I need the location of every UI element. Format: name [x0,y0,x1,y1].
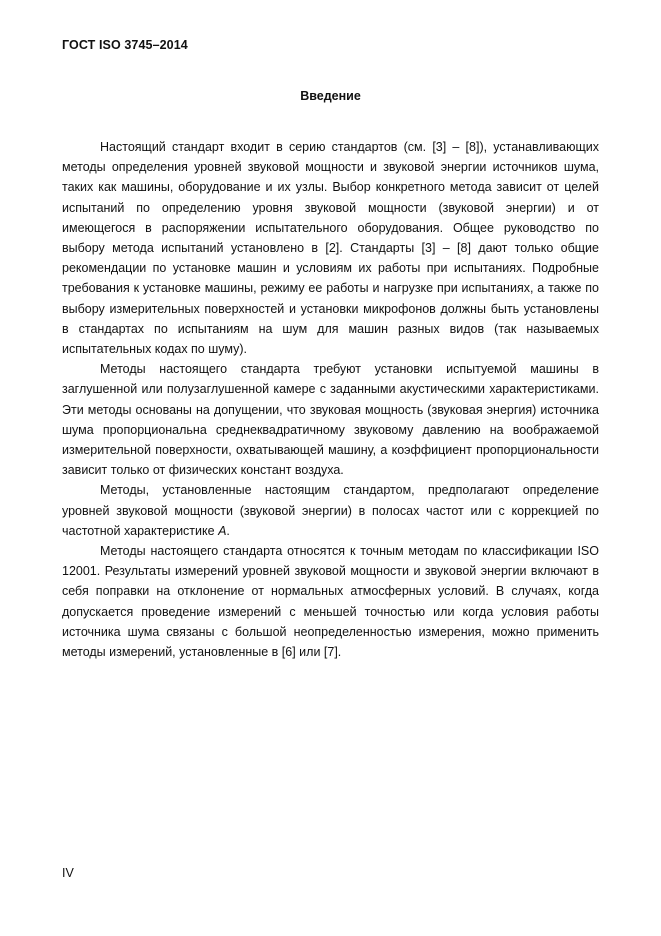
page-number: IV [62,866,74,880]
standard-code-header: ГОСТ ISO 3745–2014 [62,38,188,52]
paragraph-2: Методы настоящего стандарта требуют установки испытуемой машины в заглушенной или полузаглушенной камере с заданными акустическими характеристиками. Эти методы основаны на допущении, что звуковая мощность (звуковая энергия) источника шума пропорциональна среднеквадратичному звуковому давлению на воображаемой измерительной поверхности, охватывающей машину, а коэффициент пропорциональности зависит только от физических констант воздуха. [62,362,599,478]
paragraph-1: Настоящий стандарт входит в серию стандартов (см. [3] – [8]), устанавливающих методы определения уровней звуковой мощности и звуковой энергии источников шума, таких как машины, оборудование и их узлы. Выбор конкретного метода зависит от целей испытаний по определению уровня звуковой мощности (звуковой энергии) и от имеющегося в распоряжении испытательного оборудования. Общее руководство по выбору метода испытаний установлено в [2]. Стандарты [3] – [8] дают только общие рекомендации по установке машин и условиям их работы при испытаниях. Подробные требования к установке машины, режиму ее работы и нагрузке при испытаниях, а также по выбору измерительных поверхностей и установки микрофонов должны быть установлены в стандартах по испытаниям на шум для машин разных видов (так называемых испытательных кодах по шуму). [62,140,599,357]
paragraph-3 [62,480,599,541]
body-text [62,137,599,662]
paragraph-3-end: . [226,523,230,538]
paragraph-3-emphasis: А [218,523,227,538]
paragraph-4: Методы настоящего стандарта относятся к точным методам по классификации ISO 12001. Результаты измерений уровней звуковой мощности и звуковой энергии включают в себя поправки на отклонение от нормальных атмосферных условий. В случаях, когда допускается проведение измерений с меньшей точностью или когда условия работы источника шума связаны с большой неопределенностью измерения, можно применить методы измерений, установленные в [6] или [7]. [62,544,599,660]
paragraph-3-text: Методы, установленные настоящим стандартом, предполагают определение уровней звуковой мощности (звуковой энергии) в полосах частот или с коррекцией по частотной характеристике [62,483,599,538]
section-title: Введение [300,89,361,103]
